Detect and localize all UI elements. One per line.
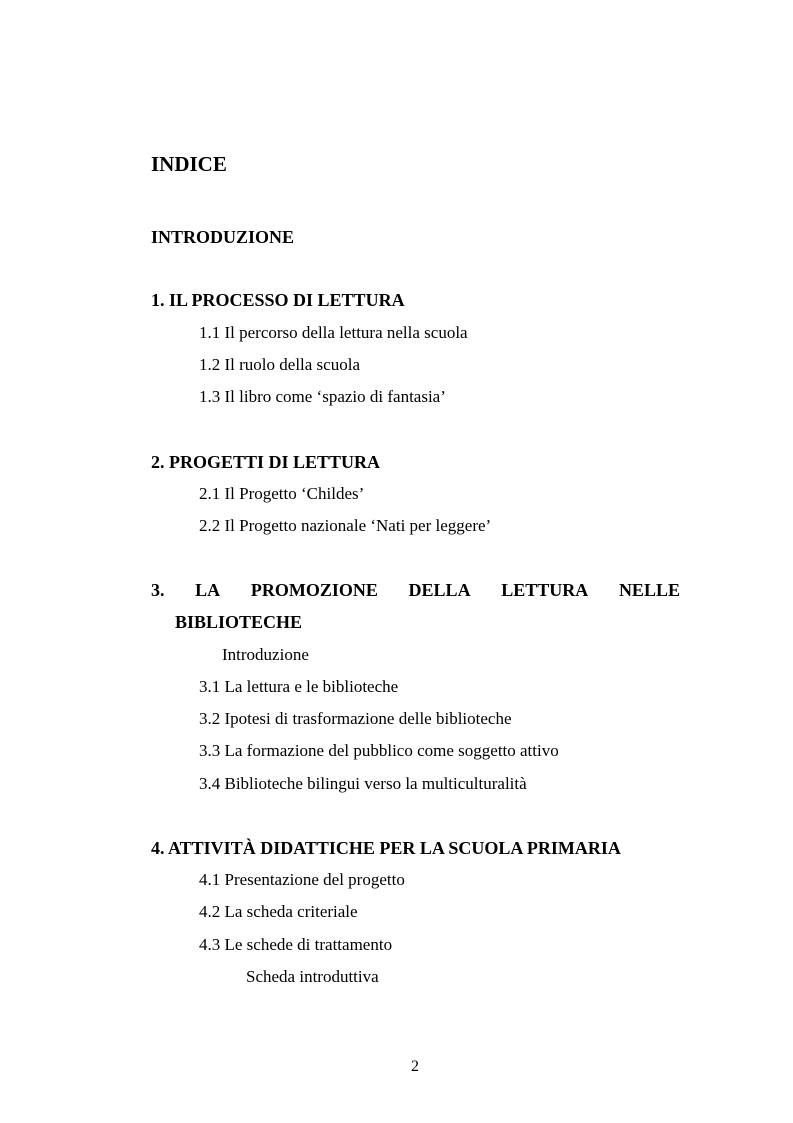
toc-introduction: INTRODUZIONE [151,227,295,247]
toc-item: 1.2 Il ruolo della scuola [199,355,360,374]
toc-item: 3.3 La formazione del pubblico come soggetto attivo [199,741,559,760]
chapter-3-heading-word: 3. [151,580,165,600]
toc-sub-item: Scheda introduttiva [246,967,379,986]
chapter-2-heading: 2. PROGETTI DI LETTURA [151,452,381,472]
toc-item: 4.3 Le schede di trattamento [199,935,393,954]
toc-item: 1.3 Il libro come ‘spazio di fantasia’ [199,387,446,406]
toc-item: 3.2 Ipotesi di trasformazione delle biblioteche [199,709,512,728]
toc-subintro: Introduzione [222,645,309,664]
page-title: INDICE [151,152,227,176]
chapter-3-heading [151,581,680,599]
chapter-3-heading-word: LETTURA [501,580,589,600]
chapter-3-heading-word: PROMOZIONE [250,580,378,600]
chapter-3-heading-word: DELLA [408,580,471,600]
chapter-3-heading-word: LA [195,580,221,600]
toc-item: 4.1 Presentazione del progetto [199,870,405,889]
chapter-1-heading: 1. IL PROCESSO DI LETTURA [151,290,405,310]
toc-item: 3.4 Biblioteche bilingui verso la multiculturalità [199,774,527,793]
toc-item: 4.2 La scheda criteriale [199,902,358,921]
toc-item: 3.1 La lettura e le biblioteche [199,677,399,696]
chapter-3-heading-cont: BIBLIOTECHE [175,612,303,632]
page-number: 2 [411,1058,419,1075]
toc-item: 2.1 Il Progetto ‘Childes’ [199,484,365,503]
chapter-3-heading-word: NELLE [618,580,680,600]
chapter-4-heading: 4. ATTIVITÀ DIDATTICHE PER LA SCUOLA PRIMARIA [151,838,621,858]
toc-item: 2.2 Il Progetto nazionale ‘Nati per leggere’ [199,516,492,535]
toc-item: 1.1 Il percorso della lettura nella scuola [199,323,468,342]
